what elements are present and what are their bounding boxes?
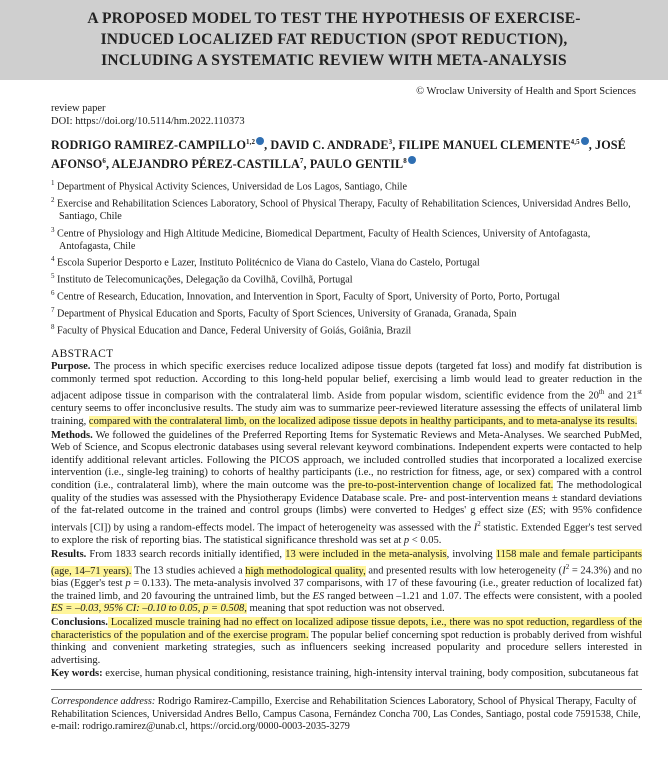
affiliation-item: $^6$ Centre of Research, Education, Innovation, and Intervention in Sport, Faculty of Sport, University of Porto, Porto, Portugal — [51, 289, 560, 303]
author-list: RODRIGO RAMIREZ-CAMPILLO$^{1,2}$ , DAVID C. ANDRADE$^3$, FILIPE MANUEL CLEMENTE$^{4,5}$ , JOSÉ AFONSO$^6$, ALEJANDRO PÉREZ-CASTILLA$^7$, PAULO GENTIL$^8$ — [51, 138, 626, 172]
title-line: A PROPOSED MODEL TO TEST THE HYPOTHESIS OF EXERCISE- — [87, 10, 581, 27]
title-line: INCLUDING A SYSTEMATIC REVIEW WITH META-ANALYSIS — [101, 52, 567, 69]
orcid-icon[interactable] — [408, 156, 416, 164]
affiliation-item: $^4$ Escola Superior Desporto e Lazer, Instituto Politécnico de Viana do Castelo, Viana do Castelo, Portugal — [51, 255, 480, 269]
orcid-icon[interactable] — [581, 137, 589, 145]
affiliation-item: $^7$ Department of Physical Education and Sports, Faculty of Sport Sciences, University of Granada, Granada, Spain — [51, 306, 517, 320]
orcid-icon[interactable] — [256, 137, 264, 145]
affiliation-item: $^5$ Instituto de Telecomunicações, Delegação da Covilhã, Covilhã, Portugal — [51, 272, 353, 286]
abstract-conclusions: Conclusions. Localized muscle training had no effect on localized adipose tissue depots, i.e., there was no spot reduction, regardless of the characteristics of the population and of the exercise program. The popular belief concerning spot reduction is probably derived from wishful thinking and convenient marketing strategies, such as influencers seeking increased popularity and procedure sellers interested in advertising. — [51, 616, 642, 666]
meta-row — [51, 88, 642, 102]
abstract-results: Results. From 1833 search records initially identified, 13 were included in the meta-analysis, involving 1158 male and female participants (age, 14–71 years). The 13 studies achieved a high methodological quality, and presented results with low heterogeneity $(I^2 = 24.3\%)$ and no bias (Egger's test p = 0.133). The meta-analysis involved 37 comparisons, with 17 of these favouring (i.e., greater reduction of localized fat) the trained limb, and 20 favouring the untrained limb, but the ES ranged between –1.21 and 1.07. The effects were consistent, with a pooled ES = –0.03, 95% CI: –0.10 to 0.05, p = 0.508, meaning that spot reduction was not observed. — [51, 548, 643, 615]
correspondence-address: Correspondence address: Rodrigo Ramirez-Campillo, Exercise and Rehabilitation Sciences Laboratory, School of Physical Therapy, Faculty of Rehabilitation Sciences, Universidad Andres Bello, Campus Casona, Fernández Concha 700, Las Condes, Santiago, postal code 7591538, Chile, e-mail: rodrigo.ramirez@unab.cl, https://orcid.org/0000-0003-2035-3279 — [51, 695, 641, 733]
abstract-keywords: Key words: exercise, human physical conditioning, resistance training, high-intensity interval training, body composition, subcutaneous fat — [51, 668, 639, 680]
abstract-purpose: Purpose. The process in which specific exercises reduce localized adipose tissue depots (targeted fat loss) and modify fat distribution is commonly termed spot reduction. According to this long-held popular belief, exercising a limb would lead to greater reduction in the adjacent adipose tissue in comparison with the contralateral limb. Aside from popular wisdom, scientific evidence from the 20th and 21st century seems to offer inconclusive results. The study aim was to summarize peer-reviewed literature assessing the effects of unilateral limb training, compared with the contralateral limb, on the localized adipose tissue depots in healthy participants, and to meta-analyse its results. — [51, 361, 642, 428]
affiliation-item: $^3$ Centre of Physiology and High Altitude Medicine, Biomedical Department, Faculty of Health Sciences, University of Antofagasta, Antofagasta, Chile — [51, 225, 591, 252]
highlight: 1158 male and female participants (age, 14–71 years). — [51, 548, 642, 577]
author-name: JOSÉ AFONSO — [51, 138, 626, 172]
affiliation-list — [51, 177, 642, 338]
title-line: INDUCED LOCALIZED FAT REDUCTION (SPOT REDUCTION), — [100, 31, 568, 48]
abstract-heading: ABSTRACT — [51, 348, 114, 361]
doi-link[interactable]: DOI: https://doi.org/10.5114/hm.2022.110373 — [51, 116, 245, 127]
paper-content — [0, 88, 668, 734]
highlight: 13 were included in the meta-analysis — [285, 548, 447, 560]
affiliation-item: $^8$ Faculty of Physical Education and Dance, Federal University of Goiás, Goiânia, Brazil — [51, 323, 412, 337]
author-name: FILIPE MANUEL CLEMENTE — [398, 138, 571, 153]
highlight: high methodological quality, — [245, 565, 366, 577]
author-name: RODRIGO RAMIREZ-CAMPILLO — [51, 138, 247, 153]
highlight: ES = –0.03, 95% CI: –0.10 to 0.05, p = 0.508, — [51, 603, 247, 615]
affiliation-item: $^2$ Exercise and Rehabilitation Sciences Laboratory, School of Physical Therapy, Faculty of Rehabilitation Sciences, Universidad Andres Bello, Santiago, Chile — [51, 196, 631, 223]
title-band — [0, 0, 668, 80]
abstract-methods: Methods. We followed the guidelines of the Preferred Reporting Items for Systematic Reviews and Meta-Analyses. We searched PubMed, Web of Science, and Scopus electronic databases using several relevant keyword combinations. Independent experts were contacted to help identify additional relevant articles. Following the PICOS approach, we included controlled studies that incorporated a localized exercise intervention (i.e., single-leg training) to cohorts of healthy participants (i.e., no restriction for fitness, age, or sex) compared with a control condition (i.e., contralateral limb), where the main outcome was the pre-to-post-intervention change of localized fat. The methodological quality of the studies was assessed with the Physiotherapy Evidence Database scale. Pre- and post-intervention means ± standard deviations of the fat-related outcome in the trained and control groups (limbs) were converted to Hedges' g effect size (ES; with 95% confidence intervals [CI]) by using a random-effects model. The impact of heterogeneity was assessed with the $I^2$ statistic. Extended Egger's test served to explore the risk of reporting bias. The statistical significance threshold was set at p < 0.05. — [51, 429, 643, 546]
paper-type: review paper — [51, 103, 106, 114]
section-divider — [51, 689, 642, 690]
highlight: compared with the contralateral limb, on the localized adipose tissue depots in healthy participants, and to meta-analyse its results. — [88, 416, 638, 428]
author-name: ALEJANDRO PÉREZ-CASTILLA — [111, 157, 300, 172]
highlight: pre-to-post-intervention change of localized fat. — [348, 480, 554, 492]
highlight: Localized muscle training had no effect on localized adipose tissue depots, i.e., there was no spot reduction, regardless of the characteristics of the population and of the exercise program. — [51, 616, 642, 641]
paper-title — [10, 8, 658, 71]
affiliation-item: $^1$ Department of Physical Activity Sciences, Universidad de Los Lagos, Santiago, Chile — [51, 179, 408, 193]
author-name: DAVID C. ANDRADE — [270, 138, 389, 153]
author-name: PAULO GENTIL — [309, 157, 404, 172]
copyright-notice: © Wroclaw University of Health and Sport Sciences — [416, 86, 636, 97]
